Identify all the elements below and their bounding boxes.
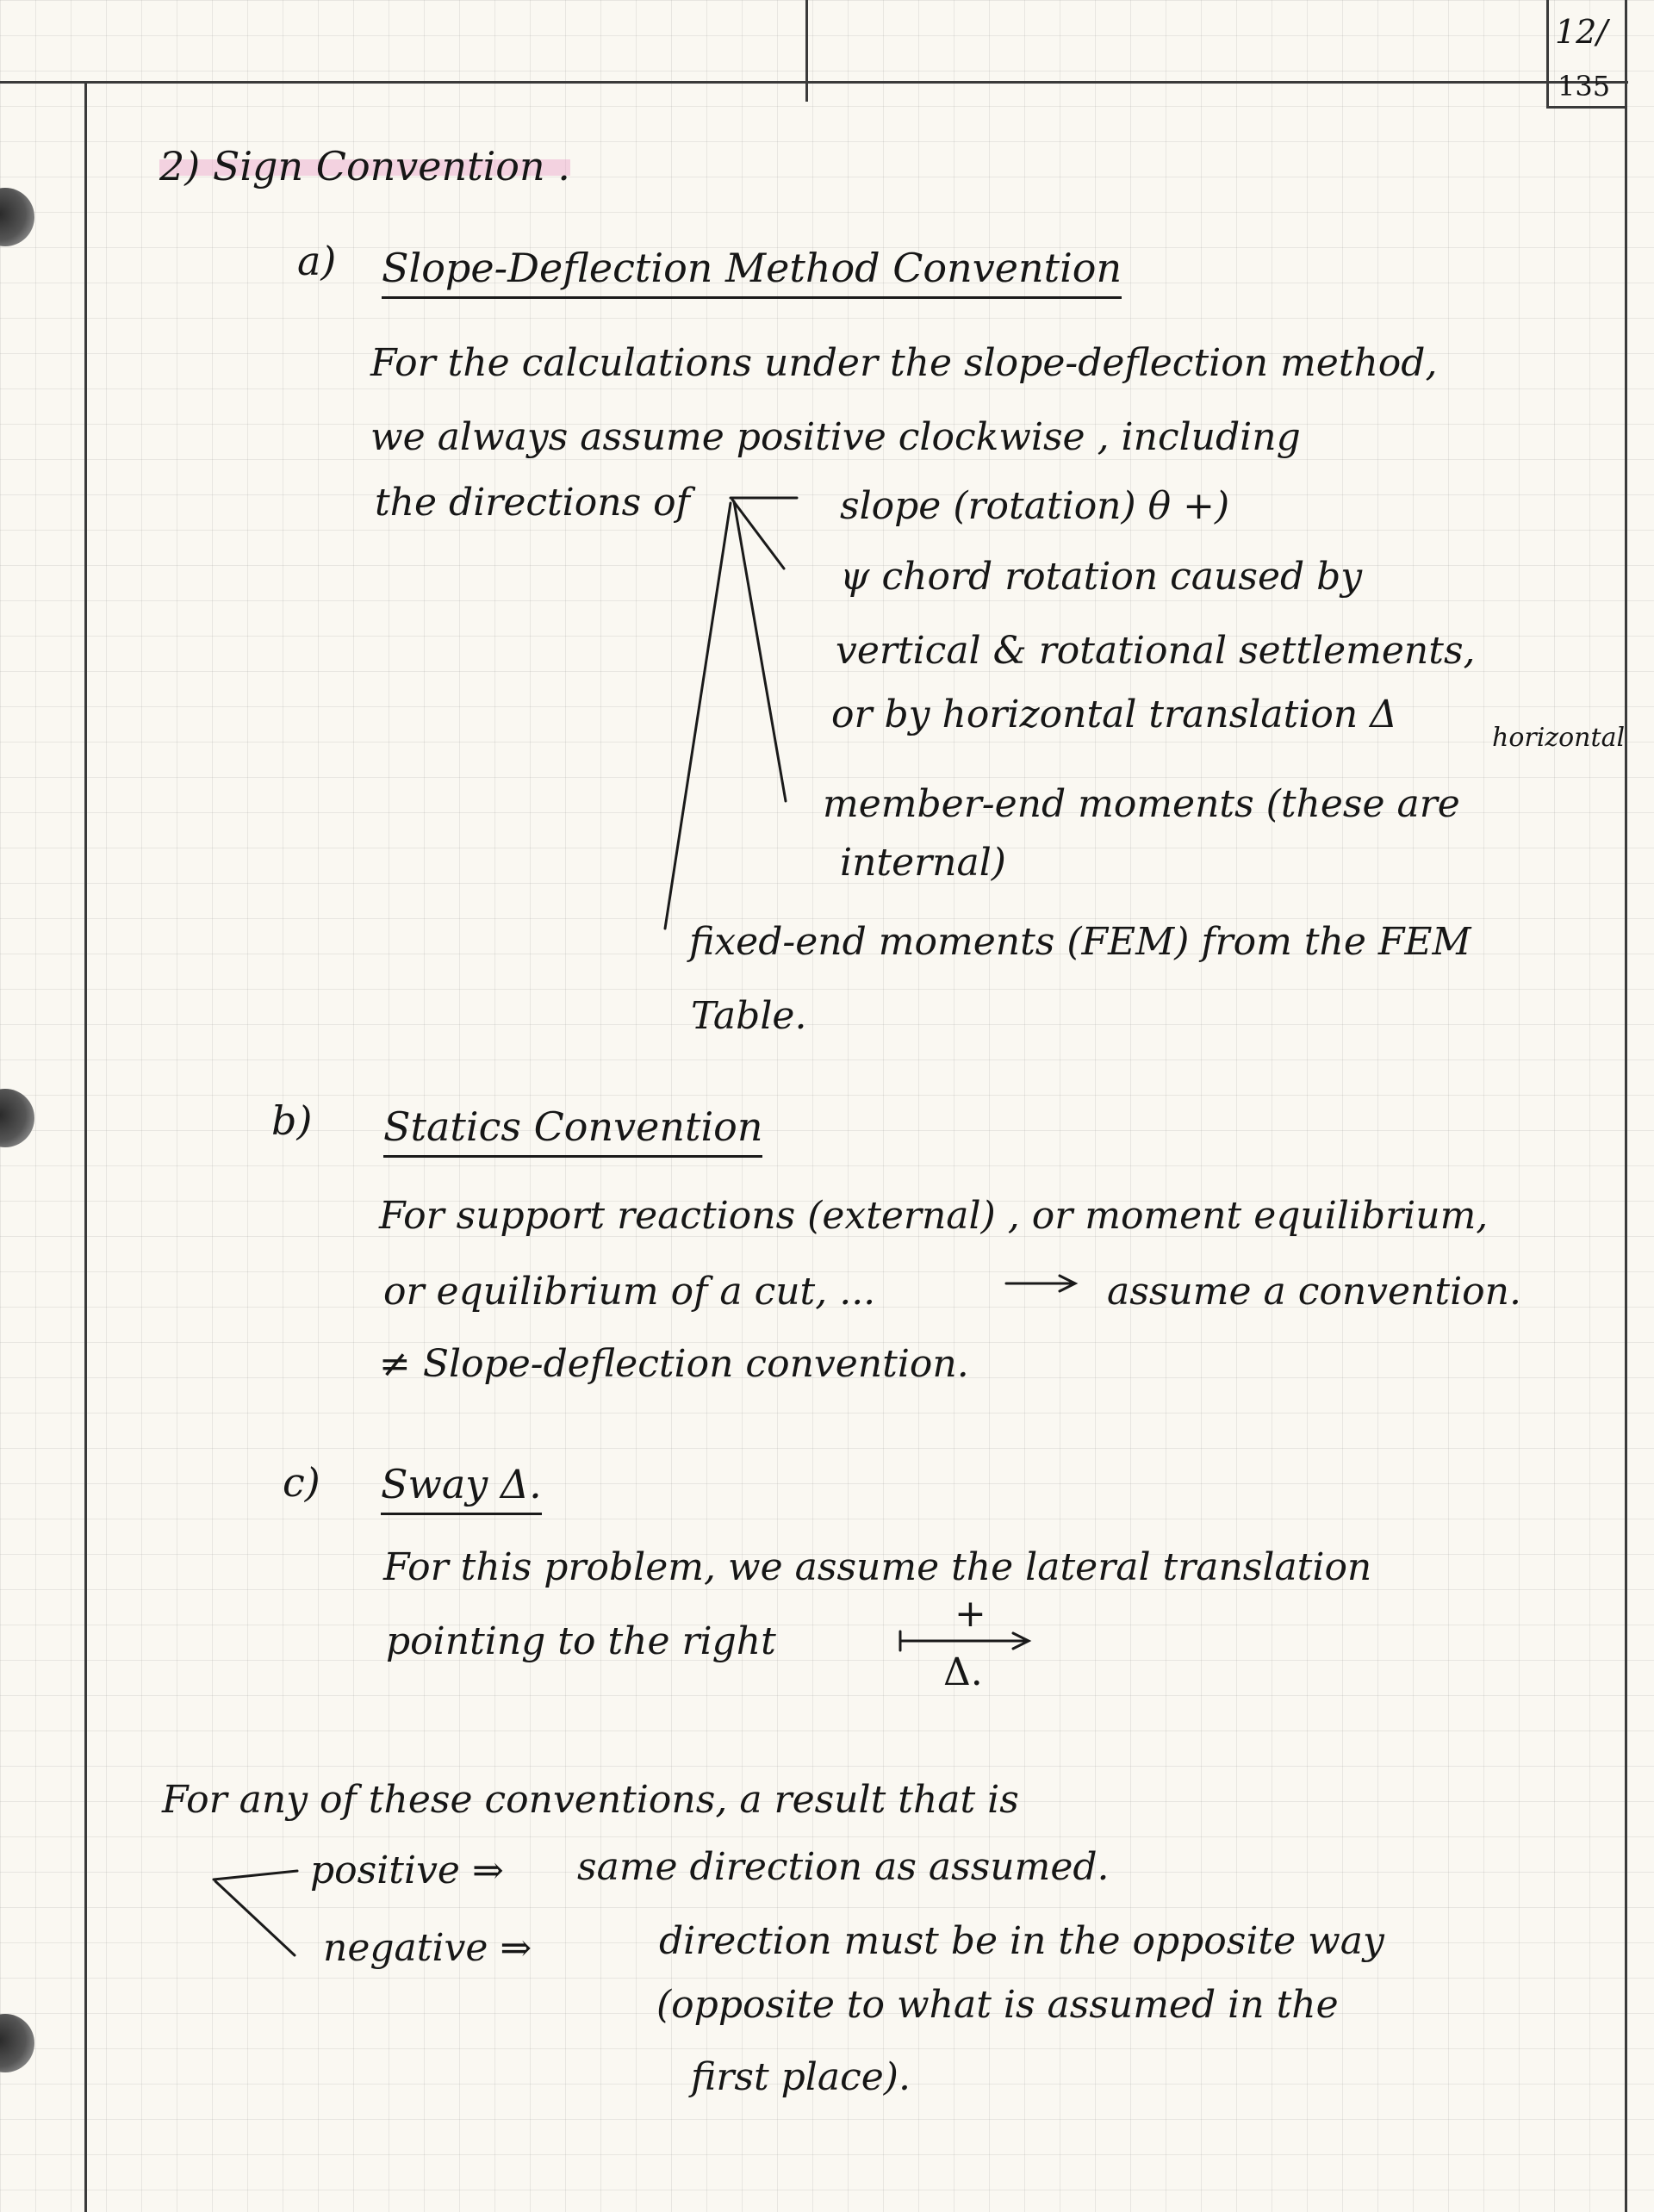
conclusion-positive-text: same direction as assumed.	[577, 1845, 1110, 1889]
conclusion-positive-label: positive ⇒	[310, 1849, 504, 1892]
branch-member-end-moments: member-end moments (these are	[823, 782, 1460, 826]
conclusion-negative-line-2: (opposite to what is assumed in the	[656, 1983, 1339, 2027]
branch-line-fixed-end	[665, 503, 731, 929]
branch-fixed-end-moments: fixed-end moments (FEM) from the FEM	[689, 920, 1471, 964]
section-b-line-3: ≠ Slope-deflection convention.	[379, 1342, 969, 1386]
branch-table: Table.	[691, 994, 807, 1038]
section-b-line-1: For support reactions (external) , or moment equilibrium,	[379, 1194, 1489, 1238]
branch-chord-rotation: ψ chord rotation caused by	[840, 555, 1363, 599]
branch-internal: internal)	[840, 841, 1006, 885]
section-b-line-2-result: assume a convention.	[1107, 1270, 1521, 1314]
page-number-top: 12/	[1555, 13, 1608, 51]
section-c-line-2: pointing to the right	[386, 1619, 776, 1663]
sway-delta-label: Δ.	[943, 1650, 983, 1694]
section-b-heading: Statics Convention	[383, 1107, 762, 1158]
section-b-label: b)	[271, 1097, 313, 1144]
section-c-label: c)	[283, 1459, 320, 1506]
conclusion-negative-label: negative ⇒	[323, 1926, 532, 1970]
conclusion-branch-diagonal	[215, 1881, 295, 1955]
section-c-heading: Sway Δ.	[381, 1464, 542, 1515]
section-a-line-2: we always assume positive clockwise , including	[370, 415, 1301, 459]
conclusion-negative-line-1: direction must be in the opposite way	[659, 1919, 1384, 1963]
section-a-label: a)	[297, 238, 337, 284]
section-a-heading: Slope-Deflection Method Convention	[382, 248, 1122, 299]
conclusion-branch-top	[214, 1871, 297, 1880]
branch-slope: slope (rotation) θ +)	[840, 484, 1230, 528]
conclusion-negative-line-3: first place).	[691, 2055, 911, 2099]
conclusion-intro: For any of these conventions, a result that is	[162, 1778, 1019, 1822]
section-a-line-1: For the calculations under the slope-deflection method,	[370, 341, 1438, 385]
page-number-bottom: 135	[1558, 70, 1611, 103]
horizontal-subscript: horizontal	[1492, 723, 1626, 753]
sway-plus-sign: +	[954, 1592, 986, 1636]
branch-settlements: vertical & rotational settlements,	[836, 629, 1476, 673]
section-a-line-3: the directions of	[375, 481, 690, 525]
page-title-text: 2) Sign Convention .	[159, 143, 570, 190]
section-c-line-1: For this problem, we assume the lateral translation	[383, 1545, 1372, 1589]
branch-line-member-end	[734, 501, 786, 801]
branch-translation: or by horizontal translation Δ	[831, 693, 1397, 736]
section-b-line-2: or equilibrium of a cut, ...	[383, 1270, 876, 1314]
